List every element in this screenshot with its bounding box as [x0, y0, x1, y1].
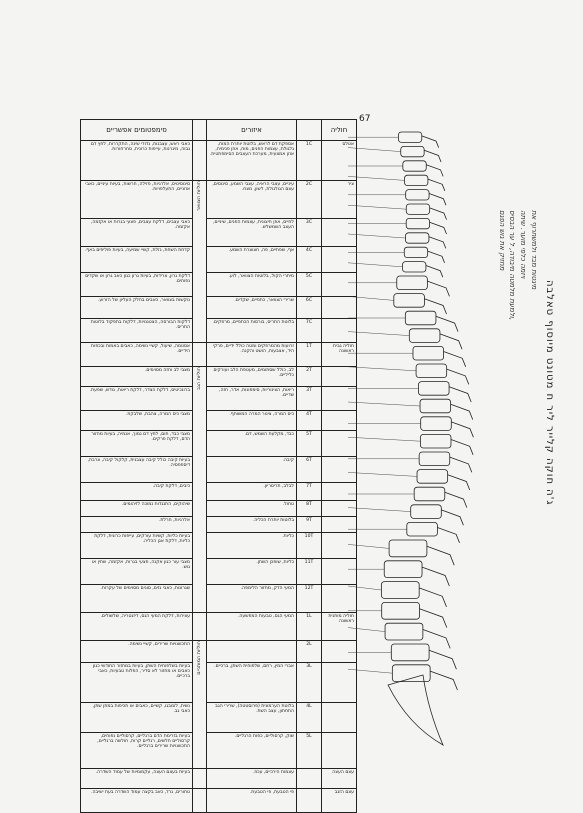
vertebra-name: [322, 411, 357, 431]
body-areas: שוק, קרסוליים, כפות הרגליים.: [207, 733, 297, 769]
group-label: [193, 367, 207, 613]
vertebra-shape: [411, 505, 442, 519]
spinous-process-shape: [445, 492, 467, 507]
vertebra-code: 4T: [297, 411, 322, 431]
symptoms: עצירות, דלקת המעי הגס, דיזנטריה, שלשולים.: [81, 613, 193, 641]
group-empty: [193, 613, 207, 641]
spinous-process-shape: [429, 237, 446, 249]
vertebra-name: [322, 703, 357, 733]
vertebra-shape: [414, 487, 445, 501]
body-areas: כליות.: [207, 533, 297, 559]
spine-table: [80, 119, 357, 813]
vertebra-code: 5C: [297, 273, 322, 297]
vertebra-shape: [403, 161, 426, 171]
vertebra-name: [322, 641, 357, 663]
vertebra-name: עצם הזנב: [322, 789, 357, 813]
spinous-process-shape: [422, 567, 449, 586]
leader-line: [348, 437, 420, 441]
side-note: ויזמה כלפי מוער. שיתה: [519, 210, 527, 279]
vertebra-name: [322, 663, 357, 703]
symptoms: טחורים, גרד, כאב בקצה עמוד השדרה בעת ישיבה.: [81, 789, 193, 813]
vertebra-shape: [405, 311, 436, 325]
group-empty: [193, 789, 207, 813]
vertebra-code: 10T: [297, 533, 322, 559]
vertebra-shape: [389, 540, 427, 557]
leader-line: [348, 508, 411, 512]
spinous-process-shape: [429, 650, 456, 669]
vertebra-code: 1C: [297, 141, 322, 181]
vertebra-code: 3T: [297, 387, 322, 411]
vertebra-code: 2L: [297, 641, 322, 663]
vertebra-shape: [384, 561, 422, 578]
header-symptoms: סימפטומים אפשריים: [81, 120, 193, 141]
vertebra-name: [322, 367, 357, 387]
side-note: מחזיק את גוש הפגם: [498, 210, 506, 271]
vertebra-name: [322, 517, 357, 533]
symptoms: בעיות בשלפוחית השתן, בעיות במחזור החודשי כגון כאבים או מחזור לא סדיר, הפלות טבעיות, כאבי ברכיים.: [81, 663, 193, 703]
body-areas: המעי הגס, טבעות המפשעה.: [207, 613, 297, 641]
spinous-process-shape: [441, 510, 463, 525]
spinous-process-shape: [423, 630, 450, 649]
symptoms: בעיות כליות, קשיות עורקים, עייפות כרונית, דלקת כליות, דלקת אגן הכליה.: [81, 533, 193, 559]
group-label: [193, 181, 207, 343]
vertebra-shape: [421, 417, 452, 431]
spinous-process-shape: [427, 281, 449, 296]
spinous-process-shape: [451, 422, 473, 437]
spinous-process-shape: [428, 251, 445, 263]
vertebra-name: [322, 483, 357, 501]
table-row: [81, 663, 357, 703]
group-label-text: חוליות המותניים: [196, 641, 202, 675]
spinous-process-shape: [447, 369, 469, 384]
spinous-process-shape: [426, 266, 443, 278]
symptoms: דלקת גרון, צרידות, בעיות גרון כגון כאב גרון או שקדים נפוחים.: [81, 273, 193, 297]
leader-line: [348, 367, 416, 371]
vertebra-shape: [405, 175, 428, 185]
spinous-process-shape: [430, 208, 447, 220]
vertebra-shape: [409, 329, 440, 343]
spinous-process-shape: [422, 136, 439, 148]
table-row: [81, 457, 357, 483]
table-row: [81, 789, 357, 813]
side-title: ג'ה חוקה קלייר ליר ח מטונט מיוסוף טאלבה: [544, 280, 555, 506]
table-row: [81, 533, 357, 559]
vertebra-name: [322, 387, 357, 411]
vertebra-code: 11T: [297, 559, 322, 585]
symptoms: כאבי ראש, עצבנות, נדודי שינה, התקררות, לחץ דם גבוה, מיגרנות, עייפות כרונית, סחרחורות.: [81, 141, 193, 181]
vertebra-code: [297, 789, 322, 813]
symptoms: מצבי כיס המרה, צהבת, שלבקת.: [81, 411, 193, 431]
body-areas: פי הטבעת, פי הטבעת.: [207, 789, 297, 813]
body-areas: לבלב, תריסריון.: [207, 483, 297, 501]
body-areas: אף, שפתיים, פה, חצוצרת השמע.: [207, 247, 297, 273]
vertebra-name: ציר: [322, 181, 357, 219]
vertebra-code: 6C: [297, 297, 322, 319]
vertebra-shape: [398, 132, 421, 142]
symptoms: אסטמה, שיעול, קשיי נשימה, כאבים באמות ובכפות הידיים.: [81, 343, 193, 367]
symptoms: כאבי עצבים, דלקת עצבים, פצעי בגרות או אקזמה, אקזמה.: [81, 219, 193, 247]
spinous-process-shape: [429, 194, 446, 206]
spinous-process-shape: [424, 150, 441, 162]
body-areas: אספקת דם לראש, בלוטת יותרת המוח, גלגולת, עצמות הפנים, מוח, אוזן פנימית, אוזן אמצעית, מערכת העצבים הסימפתטית.: [207, 141, 297, 181]
vertebra-code: 4C: [297, 247, 322, 273]
vertebra-code: 4L: [297, 703, 322, 733]
table-row: [81, 387, 357, 411]
table-row: [81, 411, 357, 431]
body-areas: שרירי הצוואר, כתפיים, שקדים.: [207, 297, 297, 319]
table-row: [81, 297, 357, 319]
vertebra-name: [322, 319, 357, 343]
vertebra-name: אטלס: [322, 141, 357, 181]
vertebra-code: 8T: [297, 501, 322, 517]
body-areas: בלוטת התריס, בורסות הכתפיים, מרפקים.: [207, 319, 297, 343]
vertebra-code: 2C: [297, 181, 322, 219]
table-row: [81, 703, 357, 733]
spinous-process-shape: [449, 387, 471, 402]
table-row: [81, 181, 357, 219]
group-label-text: חוליות הגב: [196, 367, 202, 391]
vertebra-name: [322, 273, 357, 297]
header-code: [297, 120, 322, 141]
table-row: [81, 501, 357, 517]
table-row: [81, 431, 357, 457]
spinous-process-shape: [450, 457, 472, 472]
body-areas: עצמות הירכיים, עכוז.: [207, 769, 297, 789]
table-row: [81, 141, 357, 181]
spinous-process-shape: [428, 179, 445, 191]
spinous-process-shape: [451, 404, 473, 419]
vertebra-shape: [420, 399, 451, 413]
vertebra-shape: [391, 644, 429, 661]
table-row: [81, 559, 357, 585]
table-row: [81, 247, 357, 273]
vertebra-shape: [382, 602, 420, 619]
vertebra-code: 3C: [297, 219, 322, 247]
vertebra-code: 6T: [297, 457, 322, 483]
vertebra-name: עצם העצה: [322, 769, 357, 789]
body-areas: כליות, שופכן השתן.: [207, 559, 297, 585]
body-areas: זרועות מהמרפקים ומטה כולל ידיים, פרקי היד, אצבעות, הושט והקנה.: [207, 343, 297, 367]
vertebra-code: 1L: [297, 613, 322, 641]
leader-line: [348, 332, 409, 336]
side-note: מיגטות מבד ולמשחרוף את: [530, 210, 538, 290]
vertebra-name: [322, 297, 357, 319]
table-row: [81, 517, 357, 533]
vertebra-shape: [417, 470, 448, 484]
table-row: [81, 219, 357, 247]
body-areas: בלוטת הערמונית (פרוסטטה), שרירי הגב התחתון, עצב השת.: [207, 703, 297, 733]
group-empty: [193, 141, 207, 181]
body-areas: המעי הדק, מחזור הלימפה.: [207, 585, 297, 613]
body-areas: קיבה.: [207, 457, 297, 483]
vertebra-shape: [420, 434, 451, 448]
vertebra-code: 1T: [297, 343, 322, 367]
symptoms: נוקשות בצוואר, כאבים בחלק העליון של הזרוע.: [81, 297, 193, 319]
vertebra-shape: [392, 665, 430, 682]
symptoms: מצבי לב וחזה מסוימים.: [81, 367, 193, 387]
symptoms: שגרונות, כאבי גזים, סוגים מסוימים של עקרות.: [81, 585, 193, 613]
page-number: 67: [359, 114, 371, 124]
symptoms: כיבים, דלקת קיבה.: [81, 483, 193, 501]
table-row: [81, 367, 357, 387]
vertebra-name: [322, 247, 357, 273]
body-areas: [207, 641, 297, 663]
symptoms: מצבי עור כגון אקנה, פצעי בגרות, אקזמה, שחין או גוש.: [81, 559, 193, 585]
vertebra-shape: [416, 364, 447, 378]
body-areas: לב, כולל שסתומים, מעטפת הלב ועורקים כליליים.: [207, 367, 297, 387]
symptoms: אלרגיות, חרלת.: [81, 517, 193, 533]
group-empty: [193, 769, 207, 789]
vertebra-code: [297, 769, 322, 789]
vertebra-code: 3L: [297, 663, 322, 703]
symptoms: דלקות הבורסה, הצטננויות, דלקות בתפקוד בלוטות התריס.: [81, 319, 193, 343]
body-areas: כיס המרה, צינור המרה המשותף.: [207, 411, 297, 431]
table-row: [81, 733, 357, 769]
body-areas: מיתרי הקול, בלוטות הצוואר, לוע.: [207, 273, 297, 297]
vertebra-shape: [418, 382, 449, 396]
symptoms: נשית, לומבגו, קשיים, כאבים או תכיפות במתן שתן, כאבי גב.: [81, 703, 193, 733]
table-row: [81, 273, 357, 297]
body-areas: לחיים, אוזן חיצונית, עצמות הפנים, שיניים, העצב השמשלש.: [207, 219, 297, 247]
group-label-text: חוליות הצוואר: [196, 181, 202, 211]
vertebra-name: [322, 431, 357, 457]
vertebra-name: [322, 501, 357, 517]
spinous-process-shape: [444, 352, 466, 367]
spinous-process-shape: [451, 440, 473, 455]
header-vertebra: חוליה: [322, 120, 357, 141]
vertebra-shape: [406, 233, 429, 243]
vertebra-code: 5T: [297, 431, 322, 457]
symptoms: ברונכיטיס, דלקת הצדר, דלקת ריאות, גודש, שפעת.: [81, 387, 193, 411]
vertebra-code: 5L: [297, 733, 322, 769]
table-row: [81, 769, 357, 789]
vertebra-shape: [406, 190, 429, 200]
leader-line: [348, 402, 420, 406]
vertebra-name: [322, 533, 357, 559]
body-areas: עיניים, עצבי הראיה, עצבי השמע, סינוסים, עצם הגולגולת, לשון, מצח.: [207, 181, 297, 219]
table-row: [81, 483, 357, 501]
header-areas: איזורים: [207, 120, 297, 141]
vertebra-name: חוליה מותנית ראשונה: [322, 613, 357, 641]
table-row: [81, 585, 357, 613]
symptoms: בעיות בזרימת הדם ברגליים, קרסוליים נפוחים, קרסוליים חלשים, רגליים קרות, חולשה ברגליים, התכווצויות שרירים ברגליים.: [81, 733, 193, 769]
group-empty: [193, 343, 207, 367]
body-areas: כבד, מקלעת השמש, דם.: [207, 431, 297, 457]
vertebra-shape: [407, 522, 438, 536]
spinous-process-shape: [427, 546, 454, 565]
vertebra-shape: [403, 262, 426, 272]
spinous-process-shape: [430, 671, 457, 690]
vertebra-shape: [406, 204, 429, 214]
sacrum-shape: [388, 675, 443, 745]
vertebra-name: חוליה גבית ראשונה: [322, 343, 357, 367]
spinous-process-shape: [419, 588, 446, 607]
vertebra-name: [322, 219, 357, 247]
vertebra-name: [322, 585, 357, 613]
vertebra-code: 7C: [297, 319, 322, 343]
body-areas: אברי המין, רחם, שלפוחית השתן, ברכיים.: [207, 663, 297, 703]
symptoms: שיהוקים, התנגדות נמוכה לזיהומים.: [81, 501, 193, 517]
vertebra-name: [322, 559, 357, 585]
body-areas: ריאות, הצינוריות, סימפונות, אדר, חזה, שדיים.: [207, 387, 297, 411]
leader-line: [348, 472, 417, 476]
symptoms: בעיות קיבה כולל קיבה עצבנית, קלקול קיבה, צרבת, דיספפסיה.: [81, 457, 193, 483]
spinous-process-shape: [437, 528, 459, 543]
vertebra-shape: [419, 452, 450, 466]
spinous-process-shape: [430, 222, 447, 234]
vertebra-code: 7T: [297, 483, 322, 501]
vertebra-code: 2T: [297, 367, 322, 387]
spinous-process-shape: [419, 609, 446, 628]
table-header-row: [81, 120, 357, 141]
body-areas: טחול.: [207, 501, 297, 517]
vertebra-name: [322, 733, 357, 769]
body-areas: בלוטות יותרת הכליה.: [207, 517, 297, 533]
vertebra-shape: [397, 276, 428, 290]
vertebra-shape: [406, 218, 429, 228]
symptoms: קדחת השחת, נזלת, קשיי שמיעה, בעיות פוליפים באף.: [81, 247, 193, 273]
spinous-process-shape: [426, 165, 443, 177]
spinous-process-shape: [448, 475, 470, 490]
vertebra-shape: [381, 582, 419, 599]
table-row: [81, 641, 357, 663]
vertebra-shape: [404, 247, 427, 257]
symptoms: סינוסיטיס, אלרגיות, פזילה, חרשות, בעיות עיניים, כאבי אוזניים, התעלפויות.: [81, 181, 193, 219]
vertebra-shape: [413, 346, 444, 360]
group-label: [193, 641, 207, 769]
vertebra-code: 9T: [297, 517, 322, 533]
spine-illustration: [348, 120, 508, 760]
symptoms: התכווצויות שרירים, קשיי נשימה.: [81, 641, 193, 663]
symptoms: מצבי כבד, חום, לחץ דם נמוך, אנמיה, בעיות מחזור הדם, דלקת פרקים.: [81, 431, 193, 457]
vertebra-code: 12T: [297, 585, 322, 613]
header-group: [193, 120, 207, 141]
table-row: [81, 343, 357, 367]
table-row: [81, 613, 357, 641]
vertebra-shape: [385, 623, 423, 640]
spinous-process-shape: [440, 334, 462, 349]
vertebra-shape: [401, 146, 424, 156]
table-row: [81, 319, 357, 343]
vertebra-shape: [394, 294, 425, 308]
vertebra-name: [322, 457, 357, 483]
side-note: ולמעת מלמטה מיבודה, ל ער הבסיס,: [508, 210, 516, 321]
symptoms: בעיות בעצם העצה, עקמומיות של עמוד השדרה.: [81, 769, 193, 789]
